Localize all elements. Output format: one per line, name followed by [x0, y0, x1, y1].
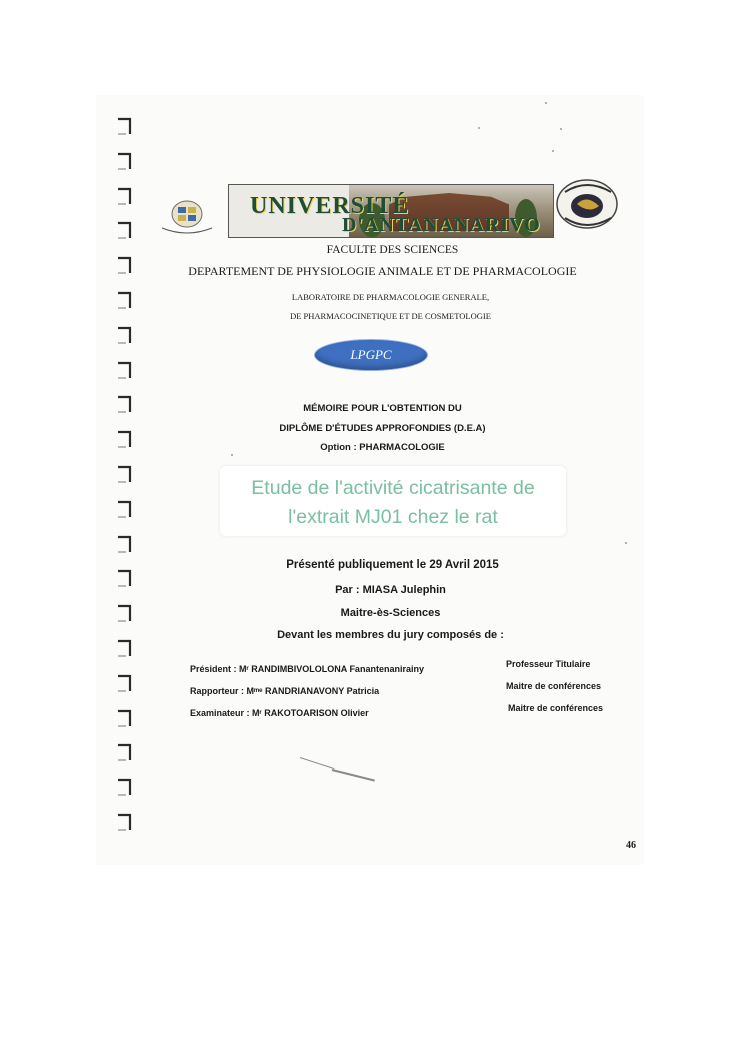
jury-intro: Devant les membres du jury composés de :	[277, 629, 504, 641]
scan-speck	[552, 150, 554, 152]
memoire-line2: DIPLÔME D'ÉTUDES APPROFONDIES (D.E.A)	[279, 423, 486, 434]
university-seal-left-logo	[158, 196, 216, 241]
author-line: Par : MIASA Julephin	[335, 584, 446, 596]
jury-member-title: Professeur Titulaire	[506, 659, 591, 669]
binding-ring	[114, 741, 138, 763]
binding-ring	[114, 533, 138, 555]
jury-member: Examinateur : Mʳ RAKOTOARISON Olivier	[190, 708, 369, 718]
jury-member-title: Maitre de conférences	[506, 681, 602, 691]
jury-member: Président : Mʳ RANDIMBIVOLOLONA Fanantenanirainy	[190, 664, 424, 674]
presentation-date: Présenté publiquement le 29 Avril 2015	[286, 559, 499, 571]
thesis-title-line1: Etude de l'activité cicatrisante de	[251, 477, 535, 499]
faculty-name: FACULTE DES SCIENCES	[326, 244, 459, 256]
binding-ring	[114, 811, 138, 833]
memoire-line1: MÉMOIRE POUR L'OBTENTION DU	[303, 403, 462, 414]
spiral-binding	[96, 95, 156, 865]
binding-ring	[114, 219, 138, 241]
university-name-line2: D'ANTANANARIVO	[342, 214, 541, 236]
memoire-option: Option : PHARMACOLOGIE	[320, 442, 445, 453]
jury-member-title: Maitre de conférences	[508, 703, 604, 713]
faculty-seal-right-logo	[553, 176, 623, 241]
binding-ring	[114, 707, 138, 729]
lab-acronym-badge: LPGPC	[315, 340, 427, 370]
jury-member: Rapporteur : Mᵐᵉ RANDRIANAVONY Patricia	[190, 686, 380, 696]
binding-ring	[114, 324, 138, 346]
scan-speck	[625, 542, 627, 544]
scan-speck	[560, 128, 562, 130]
university-name-line1: UNIVERSITÉ	[250, 193, 410, 219]
binding-ring	[114, 672, 138, 694]
page-number: 46	[626, 840, 636, 851]
author-grade: Maitre-ès-Sciences	[340, 607, 441, 619]
thesis-title-line2: l'extrait MJ01 chez le rat	[288, 506, 498, 528]
binding-ring	[114, 776, 138, 798]
binding-ring	[114, 115, 138, 137]
scan-speck	[231, 454, 233, 456]
laboratory-name-line1: LABORATOIRE DE PHARMACOLOGIE GENERALE,	[291, 292, 490, 302]
binding-ring	[114, 150, 138, 172]
binding-ring	[114, 185, 138, 207]
scan-speck	[545, 102, 547, 104]
laboratory-name-line2: DE PHARMACOCINETIQUE ET DE COSMETOLOGIE	[290, 311, 491, 321]
scan-speck	[478, 127, 480, 129]
binding-ring	[114, 359, 138, 381]
thesis-title-box	[220, 466, 566, 536]
binding-ring	[114, 498, 138, 520]
binding-ring	[114, 463, 138, 485]
department-name: DEPARTEMENT DE PHYSIOLOGIE ANIMALE ET DE PHARMACOLOGIE	[188, 264, 577, 278]
